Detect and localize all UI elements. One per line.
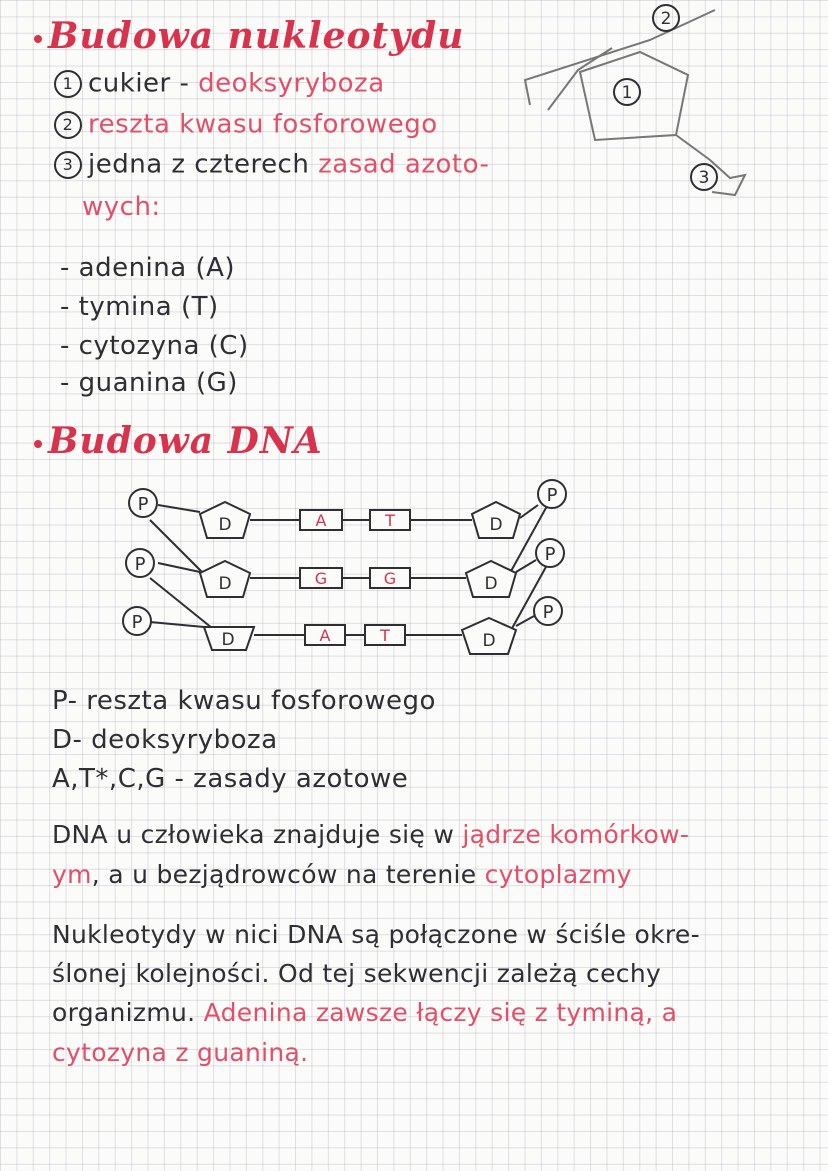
svg-text:P: P bbox=[546, 485, 558, 506]
item-label: jedna z czterech bbox=[88, 149, 319, 180]
phosphate-right-2 bbox=[536, 539, 564, 567]
highlight: ym bbox=[52, 860, 92, 889]
svg-text:G: G bbox=[314, 569, 328, 588]
highlight: jądrze komórkow- bbox=[462, 820, 690, 849]
svg-text:P: P bbox=[131, 612, 143, 633]
highlight: Adenina zawsze łączy się z tyminą, a bbox=[203, 998, 678, 1027]
item-highlight: reszta kwasu fosforowego bbox=[88, 109, 438, 140]
phosphate-right-1 bbox=[538, 480, 566, 508]
number-badge: 1 bbox=[54, 70, 82, 98]
svg-text:1: 1 bbox=[621, 83, 633, 103]
sugar-left-3 bbox=[204, 627, 254, 650]
sugar-left-1 bbox=[200, 502, 250, 538]
phosphate-left-3 bbox=[123, 607, 151, 635]
svg-text:A: A bbox=[319, 626, 331, 645]
svg-text:3: 3 bbox=[698, 168, 710, 188]
text: , a u bezjądrowców na terenie bbox=[91, 860, 485, 889]
paragraph-2-line-1: Nukleotydy w nici DNA są połączone w ściśle okre- bbox=[52, 920, 700, 949]
svg-text:G: G bbox=[383, 569, 397, 588]
svg-text:D: D bbox=[482, 631, 496, 651]
paragraph-1-line-1 bbox=[52, 822, 689, 847]
svg-text:P: P bbox=[544, 544, 556, 565]
svg-text:D: D bbox=[218, 515, 232, 535]
sugar-left-2 bbox=[200, 561, 250, 597]
svg-text:T: T bbox=[385, 511, 395, 530]
item-highlight: deoksyryboza bbox=[198, 68, 385, 99]
svg-text:P: P bbox=[137, 494, 149, 515]
paragraph-2-line-2: ślonej kolejności. Od tej sekwencji zależą cechy bbox=[52, 959, 662, 988]
sugar-right-3 bbox=[462, 618, 516, 654]
number-badge: 3 bbox=[54, 151, 82, 179]
legend-d: D- deoksyryboza bbox=[52, 725, 278, 755]
paragraph-1-line-2 bbox=[52, 862, 632, 887]
title-text: Budowa nukleotydu bbox=[48, 15, 465, 57]
svg-text:A: A bbox=[315, 511, 327, 530]
legend-p: P- reszta kwasu fosforowego bbox=[52, 686, 436, 716]
svg-text:D: D bbox=[221, 630, 235, 650]
item-highlight: zasad azoto- bbox=[318, 149, 490, 180]
phosphate-right-3 bbox=[534, 597, 562, 625]
base-cytosine: - cytozyna (C) bbox=[60, 331, 249, 361]
svg-text:T: T bbox=[380, 626, 390, 645]
number-badge: 2 bbox=[54, 111, 82, 139]
text: DNA u człowieka znajduje się w bbox=[52, 820, 463, 849]
svg-text:P: P bbox=[134, 554, 146, 575]
svg-text:P: P bbox=[542, 602, 554, 623]
paragraph-2-line-3 bbox=[52, 1000, 677, 1025]
highlight: cytoplazmy bbox=[484, 860, 632, 889]
legend-bases: A,T*,C,G - zasady azotowe bbox=[52, 764, 409, 794]
svg-text:D: D bbox=[489, 515, 503, 535]
list-item-continuation: wych: bbox=[82, 192, 161, 222]
base-adenine: - adenina (A) bbox=[60, 253, 236, 283]
phosphate-left-2 bbox=[126, 549, 154, 577]
item-label: cukier - bbox=[88, 68, 199, 99]
sugar-right-1 bbox=[472, 502, 520, 538]
base-guanine: - guanina (G) bbox=[60, 368, 238, 398]
title-text: Budowa DNA bbox=[48, 420, 323, 462]
base-thymine: - tymina (T) bbox=[60, 292, 219, 322]
svg-text:2: 2 bbox=[660, 9, 672, 29]
sugar-right-2 bbox=[466, 561, 516, 597]
svg-text:D: D bbox=[484, 574, 498, 594]
text: organizmu. bbox=[52, 998, 204, 1027]
paragraph-2-line-4: cytozyna z guaniną. bbox=[52, 1038, 309, 1067]
svg-text:D: D bbox=[218, 574, 232, 594]
phosphate-left-1 bbox=[129, 489, 157, 517]
